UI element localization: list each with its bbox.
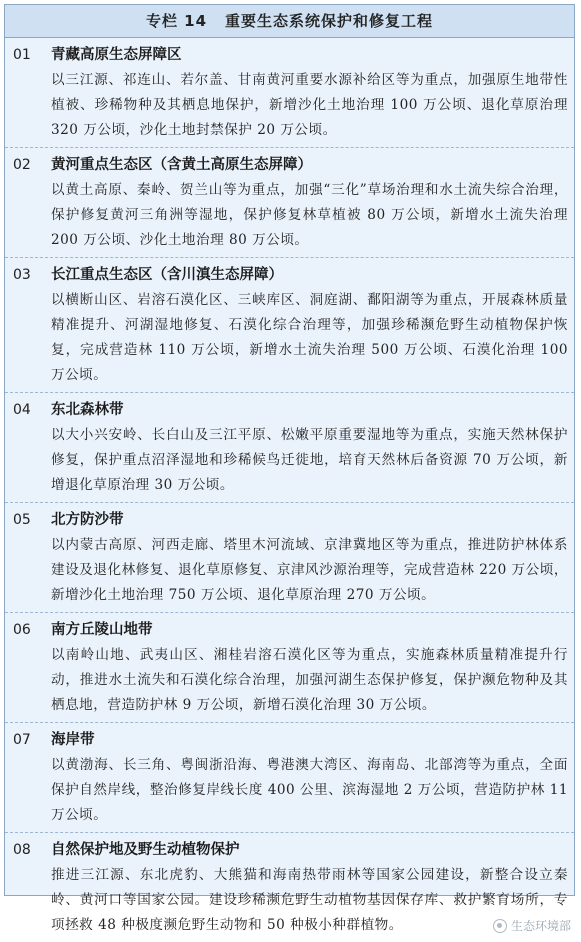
section-number: 01 bbox=[13, 47, 31, 63]
section-title: 黄河重点生态区（含黄土高原生态屏障） bbox=[51, 157, 312, 173]
section-title: 北方防沙带 bbox=[51, 512, 124, 528]
project-section bbox=[5, 833, 574, 942]
section-body: 以横断山区、岩溶石漠化区、三峡库区、洞庭湖、鄱阳湖等为重点，开展森林质量精准提升、河湖湿地修复、石漠化综合治理等，加强珍稀濒危野生动植物保护恢复，完成营造林 110 万公顷，新增水土流失治理 500 万公顷、石漠化治理 100 万公顷。 bbox=[51, 292, 568, 383]
section-title: 南方丘陵山地带 bbox=[51, 622, 153, 638]
section-number: 02 bbox=[13, 157, 31, 173]
project-section bbox=[5, 258, 574, 393]
weibo-icon bbox=[493, 919, 507, 933]
watermark-text: 生态环境部 bbox=[510, 919, 571, 933]
section-number: 04 bbox=[13, 402, 31, 418]
section-body: 以南岭山地、武夷山区、湘桂岩溶石漠化区等为重点，实施森林质量精准提升行动，推进水土流失和石漠化综合治理，加强河湖生态保护修复，保护濒危物种及其栖息地，营造防护林 9 万公顷，新增石漠化治理 30 万公顷。 bbox=[51, 647, 568, 713]
project-section bbox=[5, 503, 574, 613]
column-number: 专栏 14 bbox=[145, 12, 208, 30]
section-body: 以内蒙古高原、河西走廊、塔里木河流域、京津冀地区等为重点，推进防护林体系建设及退化林修复、退化草原修复、京津风沙源治理等，完成营造林 220 万公顷，新增沙化土地治理 750 万公顷、退化草原治理 270 万公顷。 bbox=[51, 537, 568, 603]
section-number: 08 bbox=[13, 842, 31, 858]
section-number: 07 bbox=[13, 732, 31, 748]
section-title: 长江重点生态区（含川滇生态屏障） bbox=[51, 267, 283, 283]
section-body: 以三江源、祁连山、若尔盖、甘南黄河重要水源补给区等为重点，加强原生地带性植被、珍稀物种及其栖息地保护，新增沙化土地治理 100 万公顷、退化草原治理 320 万公顷，沙化土地封禁保护 20 万公顷。 bbox=[51, 72, 568, 138]
project-section bbox=[5, 613, 574, 723]
section-body: 以黄土高原、秦岭、贺兰山等为重点，加强“三化”草场治理和水土流失综合治理，保护修复黄河三角洲等湿地，保护修复林草植被 80 万公顷，新增水土流失治理 200 万公顷、沙化土地治理 80 万公顷。 bbox=[51, 182, 568, 248]
section-title: 东北森林带 bbox=[51, 402, 124, 418]
column-title: 重要生态系统保护和修复工程 bbox=[225, 12, 434, 30]
section-body: 推进三江源、东北虎豹、大熊猫和海南热带雨林等国家公园建设，新整合设立秦岭、黄河口等国家公园。建设珍稀濒危野生动植物基因保存库、救护繁育场所，专项拯救 48 种极度濒危野生动物和 50 种极小种群植物。 bbox=[51, 867, 568, 933]
section-number: 06 bbox=[13, 622, 31, 638]
project-section bbox=[5, 38, 574, 148]
project-section bbox=[5, 148, 574, 258]
column-header bbox=[5, 5, 574, 38]
section-title: 青藏高原生态屏障区 bbox=[51, 47, 182, 63]
watermark bbox=[493, 917, 571, 934]
section-number: 05 bbox=[13, 512, 31, 528]
section-title: 海岸带 bbox=[51, 732, 95, 748]
section-body: 以大小兴安岭、长白山及三江平原、松嫩平原重要湿地等为重点，实施天然林保护修复，保护重点沼泽湿地和珍稀候鸟迁徙地，培育天然林后备资源 70 万公顷，新增退化草原治理 30 万公顷。 bbox=[51, 427, 568, 493]
project-section bbox=[5, 723, 574, 833]
project-section bbox=[5, 393, 574, 503]
section-body: 以黄渤海、长三角、粤闽浙沿海、粤港澳大湾区、海南岛、北部湾等为重点，全面保护自然岸线，整治修复岸线长度 400 公里、滨海湿地 2 万公顷，营造防护林 11 万公顷。 bbox=[51, 757, 568, 823]
section-number: 03 bbox=[13, 267, 31, 283]
section-title: 自然保护地及野生动植物保护 bbox=[51, 842, 240, 858]
